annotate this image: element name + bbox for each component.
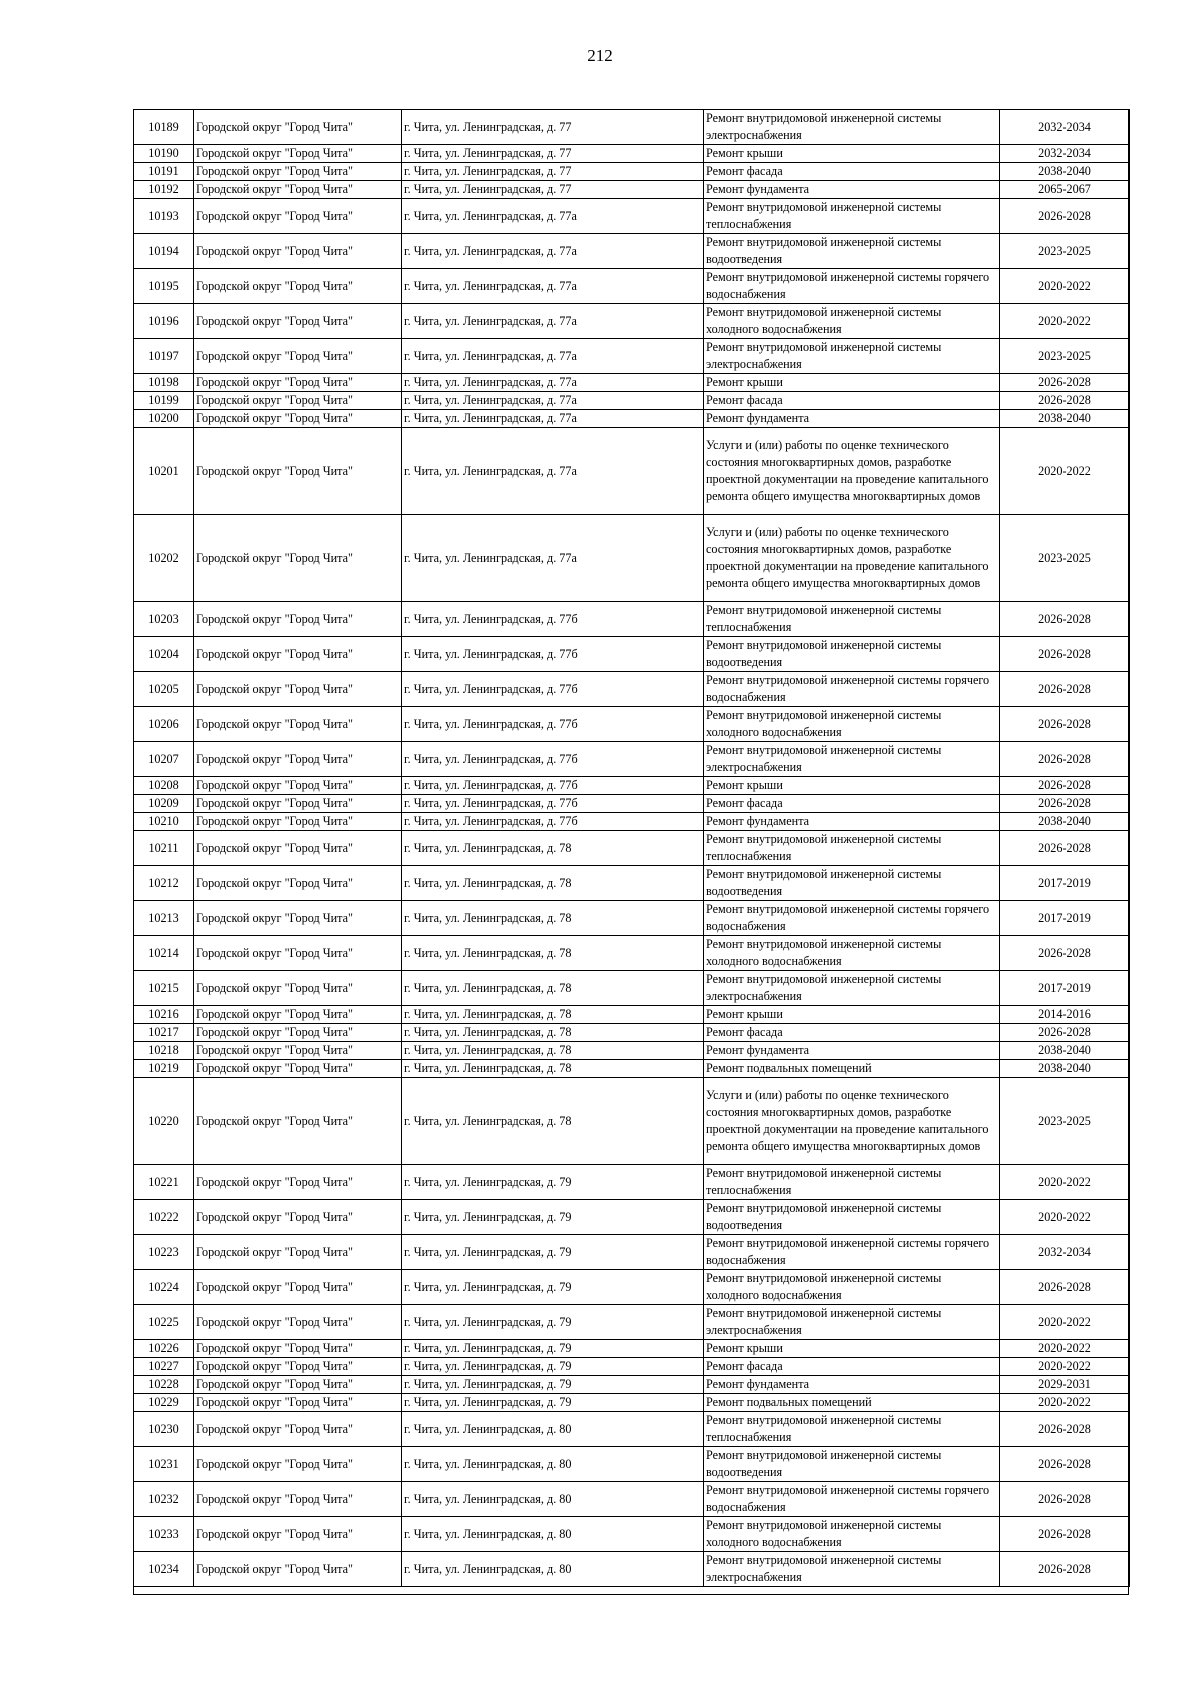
cell-row-number: 10200 <box>134 410 194 428</box>
cell-row-number: 10213 <box>134 901 194 936</box>
cell-municipality: Городской округ "Город Чита" <box>194 339 402 374</box>
cell-period: 2032-2034 <box>1000 1235 1130 1270</box>
cell-municipality: Городской округ "Город Чита" <box>194 1006 402 1024</box>
cell-work-type: Ремонт внутридомовой инженерной системы водоотведения <box>704 234 1000 269</box>
cell-address: г. Чита, ул. Ленинградская, д. 77а <box>402 269 704 304</box>
cell-municipality: Городской округ "Город Чита" <box>194 707 402 742</box>
table-row <box>134 428 1130 515</box>
cell-row-number: 10221 <box>134 1165 194 1200</box>
cell-work-type: Ремонт фасада <box>704 392 1000 410</box>
cell-row-number: 10234 <box>134 1552 194 1587</box>
register-table <box>133 109 1130 1587</box>
cell-municipality: Городской округ "Город Чита" <box>194 428 402 515</box>
table-row <box>134 1394 1130 1412</box>
cell-municipality: Городской округ "Город Чита" <box>194 1078 402 1165</box>
cell-address: г. Чита, ул. Ленинградская, д. 78 <box>402 1078 704 1165</box>
cell-work-type: Ремонт крыши <box>704 777 1000 795</box>
cell-period: 2026-2028 <box>1000 1270 1130 1305</box>
cell-municipality: Городской округ "Город Чита" <box>194 234 402 269</box>
cell-work-type: Ремонт крыши <box>704 374 1000 392</box>
cell-work-type: Ремонт подвальных помещений <box>704 1394 1000 1412</box>
cell-municipality: Городской округ "Город Чита" <box>194 269 402 304</box>
table-row <box>134 637 1130 672</box>
cell-municipality: Городской округ "Город Чита" <box>194 163 402 181</box>
cell-period: 2026-2028 <box>1000 936 1130 971</box>
table-row <box>134 742 1130 777</box>
table-row <box>134 234 1130 269</box>
cell-row-number: 10208 <box>134 777 194 795</box>
table-row <box>134 813 1130 831</box>
cell-period: 2032-2034 <box>1000 145 1130 163</box>
table-row <box>134 672 1130 707</box>
cell-row-number: 10227 <box>134 1358 194 1376</box>
cell-address: г. Чита, ул. Ленинградская, д. 80 <box>402 1552 704 1587</box>
cell-municipality: Городской округ "Город Чита" <box>194 1394 402 1412</box>
table-row <box>134 269 1130 304</box>
cell-row-number: 10201 <box>134 428 194 515</box>
cell-address: г. Чита, ул. Ленинградская, д. 78 <box>402 831 704 866</box>
table-row <box>134 1412 1130 1447</box>
cell-period: 2026-2028 <box>1000 707 1130 742</box>
cell-row-number: 10223 <box>134 1235 194 1270</box>
cell-municipality: Городской округ "Город Чита" <box>194 672 402 707</box>
cell-municipality: Городской округ "Город Чита" <box>194 1024 402 1042</box>
cell-period: 2026-2028 <box>1000 1447 1130 1482</box>
cell-row-number: 10233 <box>134 1517 194 1552</box>
cell-period: 2023-2025 <box>1000 234 1130 269</box>
table-row <box>134 1552 1130 1587</box>
cell-municipality: Городской округ "Город Чита" <box>194 1376 402 1394</box>
table-body <box>134 110 1130 1587</box>
cell-work-type: Ремонт крыши <box>704 1340 1000 1358</box>
cell-period: 2038-2040 <box>1000 813 1130 831</box>
cell-work-type: Ремонт фасада <box>704 1358 1000 1376</box>
cell-row-number: 10219 <box>134 1060 194 1078</box>
table-row <box>134 199 1130 234</box>
cell-municipality: Городской округ "Город Чита" <box>194 304 402 339</box>
cell-municipality: Городской округ "Город Чита" <box>194 936 402 971</box>
cell-work-type: Ремонт внутридомовой инженерной системы холодного водоснабжения <box>704 1517 1000 1552</box>
table-row <box>134 1200 1130 1235</box>
cell-period: 2026-2028 <box>1000 392 1130 410</box>
cell-address: г. Чита, ул. Ленинградская, д. 78 <box>402 936 704 971</box>
cell-period: 2038-2040 <box>1000 1042 1130 1060</box>
table-row <box>134 1024 1130 1042</box>
cell-address: г. Чита, ул. Ленинградская, д. 77а <box>402 199 704 234</box>
table-row <box>134 795 1130 813</box>
cell-address: г. Чита, ул. Ленинградская, д. 78 <box>402 1006 704 1024</box>
table-row <box>134 1305 1130 1340</box>
cell-row-number: 10203 <box>134 602 194 637</box>
cell-work-type: Ремонт внутридомовой инженерной системы теплоснабжения <box>704 831 1000 866</box>
cell-address: г. Чита, ул. Ленинградская, д. 77б <box>402 602 704 637</box>
cell-municipality: Городской округ "Город Чита" <box>194 1165 402 1200</box>
cell-address: г. Чита, ул. Ленинградская, д. 77 <box>402 163 704 181</box>
cell-row-number: 10222 <box>134 1200 194 1235</box>
cell-address: г. Чита, ул. Ленинградская, д. 77а <box>402 515 704 602</box>
cell-row-number: 10205 <box>134 672 194 707</box>
cell-municipality: Городской округ "Город Чита" <box>194 1270 402 1305</box>
cell-municipality: Городской округ "Город Чита" <box>194 742 402 777</box>
table-row <box>134 1235 1130 1270</box>
cell-row-number: 10189 <box>134 110 194 145</box>
cell-work-type: Ремонт внутридомовой инженерной системы электроснабжения <box>704 110 1000 145</box>
cell-work-type: Ремонт внутридомовой инженерной системы теплоснабжения <box>704 199 1000 234</box>
table-row <box>134 1517 1130 1552</box>
cell-work-type: Ремонт фундамента <box>704 1376 1000 1394</box>
cell-address: г. Чита, ул. Ленинградская, д. 78 <box>402 866 704 901</box>
cell-row-number: 10198 <box>134 374 194 392</box>
cell-period: 2020-2022 <box>1000 1305 1130 1340</box>
cell-address: г. Чита, ул. Ленинградская, д. 79 <box>402 1165 704 1200</box>
cell-row-number: 10197 <box>134 339 194 374</box>
cell-address: г. Чита, ул. Ленинградская, д. 77а <box>402 428 704 515</box>
cell-row-number: 10214 <box>134 936 194 971</box>
cell-row-number: 10192 <box>134 181 194 199</box>
table-row <box>134 163 1130 181</box>
cell-address: г. Чита, ул. Ленинградская, д. 78 <box>402 901 704 936</box>
cell-period: 2026-2028 <box>1000 199 1130 234</box>
cell-row-number: 10196 <box>134 304 194 339</box>
cell-row-number: 10215 <box>134 971 194 1006</box>
table-row <box>134 971 1130 1006</box>
cell-work-type: Ремонт крыши <box>704 145 1000 163</box>
cell-period: 2020-2022 <box>1000 1394 1130 1412</box>
table-row <box>134 901 1130 936</box>
cell-address: г. Чита, ул. Ленинградская, д. 77б <box>402 672 704 707</box>
cell-work-type: Ремонт внутридомовой инженерной системы горячего водоснабжения <box>704 672 1000 707</box>
cell-period: 2017-2019 <box>1000 866 1130 901</box>
table-row <box>134 1482 1130 1517</box>
table-row <box>134 707 1130 742</box>
cell-address: г. Чита, ул. Ленинградская, д. 80 <box>402 1517 704 1552</box>
table-row <box>134 1358 1130 1376</box>
cell-period: 2026-2028 <box>1000 742 1130 777</box>
table-row <box>134 936 1130 971</box>
cell-work-type: Ремонт внутридомовой инженерной системы холодного водоснабжения <box>704 936 1000 971</box>
cell-municipality: Городской округ "Город Чита" <box>194 1482 402 1517</box>
cell-address: г. Чита, ул. Ленинградская, д. 77а <box>402 392 704 410</box>
cell-municipality: Городской округ "Город Чита" <box>194 392 402 410</box>
cell-row-number: 10191 <box>134 163 194 181</box>
table-row <box>134 374 1130 392</box>
cell-row-number: 10194 <box>134 234 194 269</box>
cell-row-number: 10193 <box>134 199 194 234</box>
cell-work-type: Ремонт фасада <box>704 1024 1000 1042</box>
cell-period: 2023-2025 <box>1000 515 1130 602</box>
cell-work-type: Ремонт внутридомовой инженерной системы холодного водоснабжения <box>704 304 1000 339</box>
cell-period: 2026-2028 <box>1000 831 1130 866</box>
cell-row-number: 10226 <box>134 1340 194 1358</box>
cell-period: 2020-2022 <box>1000 1358 1130 1376</box>
cell-work-type: Ремонт внутридомовой инженерной системы электроснабжения <box>704 971 1000 1006</box>
cell-address: г. Чита, ул. Ленинградская, д. 79 <box>402 1376 704 1394</box>
page-number: 212 <box>587 46 613 65</box>
table-row <box>134 866 1130 901</box>
cell-period: 2026-2028 <box>1000 1552 1130 1587</box>
cell-period: 2032-2034 <box>1000 110 1130 145</box>
cell-municipality: Городской округ "Город Чита" <box>194 1235 402 1270</box>
cell-address: г. Чита, ул. Ленинградская, д. 79 <box>402 1270 704 1305</box>
table-row <box>134 181 1130 199</box>
cell-address: г. Чита, ул. Ленинградская, д. 77б <box>402 637 704 672</box>
cell-municipality: Городской округ "Город Чита" <box>194 777 402 795</box>
cell-work-type: Ремонт внутридомовой инженерной системы горячего водоснабжения <box>704 1235 1000 1270</box>
cell-address: г. Чита, ул. Ленинградская, д. 79 <box>402 1305 704 1340</box>
cell-row-number: 10207 <box>134 742 194 777</box>
cell-work-type: Ремонт внутридомовой инженерной системы электроснабжения <box>704 1552 1000 1587</box>
cell-municipality: Городской округ "Город Чита" <box>194 1517 402 1552</box>
cell-work-type: Ремонт внутридомовой инженерной системы горячего водоснабжения <box>704 1482 1000 1517</box>
cell-work-type: Ремонт фундамента <box>704 181 1000 199</box>
cell-municipality: Городской округ "Город Чита" <box>194 1200 402 1235</box>
cell-address: г. Чита, ул. Ленинградская, д. 79 <box>402 1235 704 1270</box>
cell-row-number: 10210 <box>134 813 194 831</box>
cell-municipality: Городской округ "Город Чита" <box>194 110 402 145</box>
cell-row-number: 10209 <box>134 795 194 813</box>
cell-address: г. Чита, ул. Ленинградская, д. 80 <box>402 1412 704 1447</box>
cell-row-number: 10206 <box>134 707 194 742</box>
cell-work-type: Ремонт внутридомовой инженерной системы водоотведения <box>704 637 1000 672</box>
cell-row-number: 10224 <box>134 1270 194 1305</box>
cell-work-type: Ремонт внутридомовой инженерной системы теплоснабжения <box>704 1412 1000 1447</box>
cell-municipality: Городской округ "Город Чита" <box>194 410 402 428</box>
cell-work-type: Ремонт фасада <box>704 795 1000 813</box>
cell-period: 2020-2022 <box>1000 428 1130 515</box>
cell-period: 2014-2016 <box>1000 1006 1130 1024</box>
cell-row-number: 10190 <box>134 145 194 163</box>
table-row <box>134 1006 1130 1024</box>
table-row <box>134 1447 1130 1482</box>
cell-work-type: Ремонт внутридомовой инженерной системы электроснабжения <box>704 339 1000 374</box>
cell-period: 2020-2022 <box>1000 269 1130 304</box>
cell-period: 2017-2019 <box>1000 971 1130 1006</box>
cell-address: г. Чита, ул. Ленинградская, д. 77 <box>402 181 704 199</box>
table-row <box>134 1078 1130 1165</box>
cell-period: 2026-2028 <box>1000 672 1130 707</box>
cell-period: 2065-2067 <box>1000 181 1130 199</box>
cell-period: 2020-2022 <box>1000 1340 1130 1358</box>
table-row <box>134 831 1130 866</box>
cell-address: г. Чита, ул. Ленинградская, д. 79 <box>402 1358 704 1376</box>
table-row <box>134 145 1130 163</box>
cell-address: г. Чита, ул. Ленинградская, д. 79 <box>402 1200 704 1235</box>
cell-work-type: Ремонт подвальных помещений <box>704 1060 1000 1078</box>
table-row <box>134 339 1130 374</box>
cell-municipality: Городской округ "Город Чита" <box>194 813 402 831</box>
cell-municipality: Городской округ "Город Чита" <box>194 1552 402 1587</box>
cell-municipality: Городской округ "Город Чита" <box>194 181 402 199</box>
cell-address: г. Чита, ул. Ленинградская, д. 80 <box>402 1447 704 1482</box>
cell-municipality: Городской округ "Город Чита" <box>194 1358 402 1376</box>
cell-period: 2023-2025 <box>1000 339 1130 374</box>
cell-municipality: Городской округ "Город Чита" <box>194 1412 402 1447</box>
cell-address: г. Чита, ул. Ленинградская, д. 77а <box>402 304 704 339</box>
cell-period: 2026-2028 <box>1000 374 1130 392</box>
cell-address: г. Чита, ул. Ленинградская, д. 77б <box>402 813 704 831</box>
cell-row-number: 10216 <box>134 1006 194 1024</box>
table-row <box>134 392 1130 410</box>
cell-period: 2023-2025 <box>1000 1078 1130 1165</box>
cell-address: г. Чита, ул. Ленинградская, д. 78 <box>402 971 704 1006</box>
cell-address: г. Чита, ул. Ленинградская, д. 77 <box>402 110 704 145</box>
cell-row-number: 10204 <box>134 637 194 672</box>
table-row <box>134 1376 1130 1394</box>
cell-row-number: 10229 <box>134 1394 194 1412</box>
cell-work-type: Услуги и (или) работы по оценке технического состояния многоквартирных домов, разработке проектной документации на проведение капитального ремонта общего имущества многоквартирных домов <box>704 428 1000 515</box>
table-row <box>134 1165 1130 1200</box>
cell-period: 2026-2028 <box>1000 795 1130 813</box>
cell-municipality: Городской округ "Город Чита" <box>194 831 402 866</box>
cell-period: 2020-2022 <box>1000 1165 1130 1200</box>
table-row <box>134 1270 1130 1305</box>
cell-period: 2038-2040 <box>1000 1060 1130 1078</box>
cell-address: г. Чита, ул. Ленинградская, д. 79 <box>402 1340 704 1358</box>
cell-row-number: 10195 <box>134 269 194 304</box>
table-row <box>134 1340 1130 1358</box>
cell-work-type: Ремонт внутридомовой инженерной системы водоотведения <box>704 1200 1000 1235</box>
cell-municipality: Городской округ "Город Чита" <box>194 866 402 901</box>
cell-municipality: Городской округ "Город Чита" <box>194 602 402 637</box>
cell-row-number: 10211 <box>134 831 194 866</box>
cell-municipality: Городской округ "Город Чита" <box>194 1305 402 1340</box>
cell-row-number: 10217 <box>134 1024 194 1042</box>
cell-period: 2020-2022 <box>1000 304 1130 339</box>
cell-municipality: Городской округ "Город Чита" <box>194 1340 402 1358</box>
cell-work-type: Услуги и (или) работы по оценке технического состояния многоквартирных домов, разработке проектной документации на проведение капитального ремонта общего имущества многоквартирных домов <box>704 1078 1000 1165</box>
cell-period: 2017-2019 <box>1000 901 1130 936</box>
cell-period: 2026-2028 <box>1000 777 1130 795</box>
cell-work-type: Ремонт внутридомовой инженерной системы горячего водоснабжения <box>704 269 1000 304</box>
cell-period: 2026-2028 <box>1000 602 1130 637</box>
cell-period: 2026-2028 <box>1000 1412 1130 1447</box>
table-row <box>134 304 1130 339</box>
cell-municipality: Городской округ "Город Чита" <box>194 199 402 234</box>
cell-row-number: 10212 <box>134 866 194 901</box>
cell-work-type: Ремонт внутридомовой инженерной системы электроснабжения <box>704 1305 1000 1340</box>
cell-work-type: Ремонт фундамента <box>704 410 1000 428</box>
cell-row-number: 10231 <box>134 1447 194 1482</box>
cell-row-number: 10199 <box>134 392 194 410</box>
cell-address: г. Чита, ул. Ленинградская, д. 77а <box>402 374 704 392</box>
cell-row-number: 10225 <box>134 1305 194 1340</box>
cell-address: г. Чита, ул. Ленинградская, д. 77 <box>402 145 704 163</box>
cell-period: 2029-2031 <box>1000 1376 1130 1394</box>
table-row <box>134 602 1130 637</box>
cell-municipality: Городской округ "Город Чита" <box>194 971 402 1006</box>
cell-municipality: Городской округ "Город Чита" <box>194 795 402 813</box>
cell-work-type: Ремонт внутридомовой инженерной системы холодного водоснабжения <box>704 1270 1000 1305</box>
cell-work-type: Услуги и (или) работы по оценке технического состояния многоквартирных домов, разработке проектной документации на проведение капитального ремонта общего имущества многоквартирных домов <box>704 515 1000 602</box>
cell-address: г. Чита, ул. Ленинградская, д. 77б <box>402 742 704 777</box>
cell-row-number: 10228 <box>134 1376 194 1394</box>
cell-work-type: Ремонт крыши <box>704 1006 1000 1024</box>
cell-municipality: Городской округ "Город Чита" <box>194 1447 402 1482</box>
cell-work-type: Ремонт внутридомовой инженерной системы водоотведения <box>704 866 1000 901</box>
cell-period: 2020-2022 <box>1000 1200 1130 1235</box>
cell-address: г. Чита, ул. Ленинградская, д. 77а <box>402 410 704 428</box>
cell-work-type: Ремонт внутридомовой инженерной системы электроснабжения <box>704 742 1000 777</box>
cell-municipality: Городской округ "Город Чита" <box>194 515 402 602</box>
cell-municipality: Городской округ "Город Чита" <box>194 1060 402 1078</box>
cell-municipality: Городской округ "Город Чита" <box>194 145 402 163</box>
table-row <box>134 410 1130 428</box>
cell-work-type: Ремонт внутридомовой инженерной системы теплоснабжения <box>704 1165 1000 1200</box>
cell-address: г. Чита, ул. Ленинградская, д. 78 <box>402 1060 704 1078</box>
cell-period: 2038-2040 <box>1000 410 1130 428</box>
cell-address: г. Чита, ул. Ленинградская, д. 77б <box>402 795 704 813</box>
cell-municipality: Городской округ "Город Чита" <box>194 1042 402 1060</box>
cell-row-number: 10220 <box>134 1078 194 1165</box>
cell-work-type: Ремонт фундамента <box>704 1042 1000 1060</box>
cell-address: г. Чита, ул. Ленинградская, д. 78 <box>402 1042 704 1060</box>
cell-municipality: Городской округ "Город Чита" <box>194 901 402 936</box>
cell-address: г. Чита, ул. Ленинградская, д. 77б <box>402 777 704 795</box>
cell-row-number: 10230 <box>134 1412 194 1447</box>
cell-work-type: Ремонт фундамента <box>704 813 1000 831</box>
cell-work-type: Ремонт внутридомовой инженерной системы теплоснабжения <box>704 602 1000 637</box>
table-row <box>134 515 1130 602</box>
table-row <box>134 110 1130 145</box>
table-row <box>134 1042 1130 1060</box>
table-row <box>134 777 1130 795</box>
cell-period: 2038-2040 <box>1000 163 1130 181</box>
cell-address: г. Чита, ул. Ленинградская, д. 79 <box>402 1394 704 1412</box>
cell-municipality: Городской округ "Город Чита" <box>194 637 402 672</box>
cell-work-type: Ремонт внутридомовой инженерной системы горячего водоснабжения <box>704 901 1000 936</box>
cell-period: 2026-2028 <box>1000 637 1130 672</box>
cell-address: г. Чита, ул. Ленинградская, д. 78 <box>402 1024 704 1042</box>
cell-period: 2026-2028 <box>1000 1024 1130 1042</box>
cell-work-type: Ремонт внутридомовой инженерной системы холодного водоснабжения <box>704 707 1000 742</box>
cell-work-type: Ремонт фасада <box>704 163 1000 181</box>
cell-work-type: Ремонт внутридомовой инженерной системы водоотведения <box>704 1447 1000 1482</box>
cell-address: г. Чита, ул. Ленинградская, д. 77а <box>402 339 704 374</box>
cell-row-number: 10218 <box>134 1042 194 1060</box>
cell-address: г. Чита, ул. Ленинградская, д. 77б <box>402 707 704 742</box>
table-row <box>134 1060 1130 1078</box>
cell-address: г. Чита, ул. Ленинградская, д. 80 <box>402 1482 704 1517</box>
cell-period: 2026-2028 <box>1000 1517 1130 1552</box>
cell-period: 2026-2028 <box>1000 1482 1130 1517</box>
cell-row-number: 10202 <box>134 515 194 602</box>
cell-row-number: 10232 <box>134 1482 194 1517</box>
cell-address: г. Чита, ул. Ленинградская, д. 77а <box>402 234 704 269</box>
cell-municipality: Городской округ "Город Чита" <box>194 374 402 392</box>
